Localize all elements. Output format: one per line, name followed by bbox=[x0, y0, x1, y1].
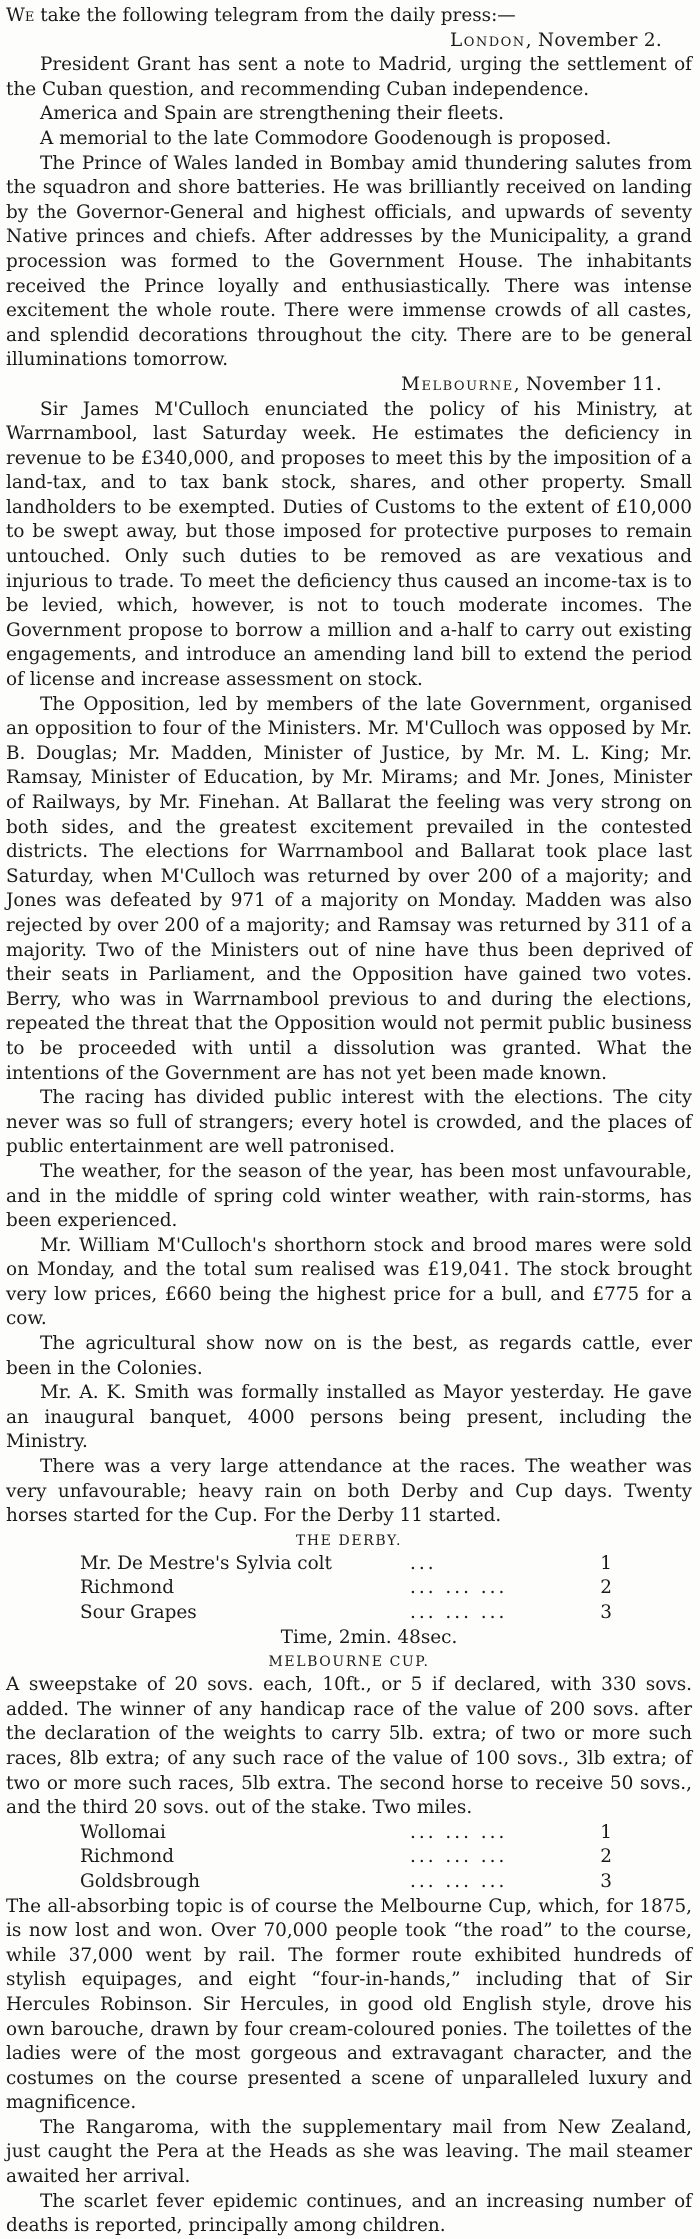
horse-name: Wollomai bbox=[80, 1821, 166, 1843]
finish-place: 1 bbox=[600, 1821, 612, 1843]
result-row bbox=[80, 1576, 640, 1601]
dateline-place: London bbox=[449, 29, 526, 51]
result-row bbox=[80, 1601, 640, 1626]
leader-dots: ... ... ... bbox=[410, 1602, 508, 1623]
dateline-london bbox=[6, 29, 692, 54]
leader-dots: ... ... ... bbox=[410, 1846, 508, 1868]
paragraph: Sir James M'Culloch enunciated the policy of his Ministry, at Warrnambool, last Saturday week. He estimates the deficiency in revenue to be £340,000, and proposes to meet this by the imposition of a land-tax, and to tax bank stock, shares, and other property. Small landholders to be exempted. Duties of Customs to the extent of £10,000 to be swept away, but those imposed for protective purposes to remain untouched. Only such duties to be removed as are vexatious and injurious to trade. To meet the deficiency thus caused an income-tax is to be levied, which, however, is not to touch moderate incomes. The Government propose to borrow a million and a-half to carry out existing engagements, and introduce an amending land bill to extend the period of license and increase assessment on stock. bbox=[6, 398, 692, 691]
dateline-melbourne bbox=[6, 373, 692, 398]
leader-dots: ... bbox=[410, 1552, 437, 1574]
intro-text: take the following telegram from the daily press:— bbox=[34, 5, 516, 26]
cup-heading: MELBOURNE CUP. bbox=[268, 1654, 430, 1671]
paragraph: The racing has divided public interest with the elections. The city never was so full of strangers; every hotel is crowded, and the places of public entertainment are well patronised. bbox=[6, 1087, 692, 1158]
horse-name: Richmond bbox=[80, 1577, 175, 1599]
finish-place: 1 bbox=[600, 1552, 612, 1574]
derby-time: Time, 2min. 48sec. bbox=[280, 1626, 458, 1648]
intro-line bbox=[6, 4, 692, 29]
result-row bbox=[80, 1821, 640, 1846]
paragraph: America and Spain are strengthening their fleets. bbox=[40, 103, 504, 125]
leader-dots: ... ... ... bbox=[410, 1577, 508, 1599]
paragraph: The Rangaroma, with the supplementary mail from New Zealand, just caught the Pera at the Heads as she was leaving. The mail steamer awaited her arrival. bbox=[6, 2116, 692, 2188]
paragraph: The agricultural show now on is the best, as regards cattle, ever been in the Colonies. bbox=[6, 1333, 692, 1379]
dateline-date: , November 2. bbox=[525, 29, 662, 51]
cup-results-table bbox=[80, 1821, 640, 1895]
result-row bbox=[80, 1552, 640, 1577]
dateline-date: , November 11. bbox=[513, 373, 662, 395]
intro-lead: We bbox=[6, 5, 35, 26]
result-row bbox=[80, 1870, 640, 1895]
finish-place: 2 bbox=[600, 1577, 612, 1599]
derby-heading: THE DERBY. bbox=[295, 1532, 403, 1549]
paragraph: President Grant has sent a note to Madrid, urging the settlement of the Cuban question, and recommending Cuban independence. bbox=[6, 54, 692, 100]
paragraph: A memorial to the late Commodore Goodenough is proposed. bbox=[40, 127, 612, 149]
horse-name: Sour Grapes bbox=[80, 1602, 197, 1623]
paragraph: The Prince of Wales landed in Bombay amid thundering salutes from the squadron and shore batteries. He was brilliantly received on landing by the Governor-General and highest officials, and upwards of seventy Native princes and chiefs. After addresses by the Municipality, a grand procession was formed to the Government House. The inhabitants received the Prince loyally and enthusiastically. There was intense excitement the whole route. There were immense crowds of all castes, and splendid decorations throughout the city. There are to be general illuminations tomorrow. bbox=[6, 152, 692, 371]
paragraph: The all-absorbing topic is of course the Melbourne Cup, which, for 1875, is now lost and won. Over 70,000 people took “the road” to the course, while 37,000 went by rail. The former route exhibited hundreds of stylish equipages, and eight “four-in-hands,” including that of Sir Hercules Robinson. Sir Hercules, in good old English style, drove his own barouche, drawn by four cream-coloured ponies. The toilettes of the ladies were of the most gorgeous and extravagant character, and the costumes on the course presented a scene of unparalleled luxury and magnificence. bbox=[6, 1895, 692, 2114]
paragraph: Mr. William M'Culloch's shorthorn stock and brood mares were sold on Monday, and the total sum realised was £19,041. The stock brought very low prices, £660 being the highest price for a bull, and £775 for a cow. bbox=[6, 1234, 692, 1330]
horse-name: Richmond bbox=[80, 1846, 175, 1868]
horse-name: Goldsbrough bbox=[80, 1870, 200, 1892]
derby-results-table bbox=[80, 1552, 640, 1626]
paragraph: The Opposition, led by members of the late Government, organised an opposition to four of the Ministers. Mr. M'Culloch was opposed by Mr. B. Douglas; Mr. Madden, Minister of Justice, by Mr. M. L. King; Mr. Ramsay, Minister of Education, by Mr. Mirams; and Mr. Jones, Minister of Railways, by Mr. Finehan. At Ballarat the feeling was very strong on both sides, and the greatest excitement prevailed in the contested districts. The elections for Warrnambool and Ballarat took place last Saturday, when M'Culloch was returned by over 200 of a majority; and Jones was defeated by 971 of a majority on Monday. Madden was also rejected by over 200 of a majority; and Ramsay was returned by 311 of a majority. Two of the Ministers out of nine have thus been deprived of their seats in Parliament, and the Opposition have gained two votes. Berry, who was in Warrnambool previous to and during the elections, repeated the threat that the Opposition would not permit public business to be proceeded with until a dissolution was granted. What the intentions of the Government are has not yet been made known. bbox=[6, 693, 692, 1084]
paragraph: Mr. A. K. Smith was formally installed as Mayor yesterday. He gave an inaugural banquet, 4000 persons being present, including the Ministry. bbox=[6, 1382, 692, 1453]
leader-dots: ... ... ... bbox=[410, 1821, 508, 1843]
leader-dots: ... ... ... bbox=[410, 1870, 508, 1892]
paragraph: There was a very large attendance at the races. The weather was very unfavourable; heavy rain on both Derby and Cup days. Twenty horses started for the Cup. For the Derby 11 started. bbox=[6, 1456, 692, 1527]
paragraph: The weather, for the season of the year, has been most unfavourable, and in the middle of spring cold winter weather, with rain-storms, has been experienced. bbox=[6, 1160, 692, 1232]
result-row bbox=[80, 1845, 640, 1870]
finish-place: 2 bbox=[600, 1846, 612, 1868]
horse-name: Mr. De Mestre's Sylvia colt bbox=[80, 1552, 332, 1574]
dateline-place: Melbourne bbox=[401, 373, 514, 395]
finish-place: 3 bbox=[600, 1602, 612, 1623]
finish-place: 3 bbox=[600, 1870, 612, 1892]
paragraph: The scarlet fever epidemic continues, and an increasing number of deaths is reported, principally among children. bbox=[6, 2190, 692, 2237]
cup-description: A sweepstake of 20 sovs. each, 10ft., or 5 if declared, with 330 sovs. added. The winner of any handicap race of the value of 200 sovs. after the declaration of the weights to carry 5lb. extra; of two or more such races, 8lb extra; of any such race of the value of 100 sovs., 3lb extra; of two or more such races, 5lb extra. The second horse to receive 50 sovs., and the third 20 sovs. out of the stake. Two miles. bbox=[6, 1674, 692, 1819]
